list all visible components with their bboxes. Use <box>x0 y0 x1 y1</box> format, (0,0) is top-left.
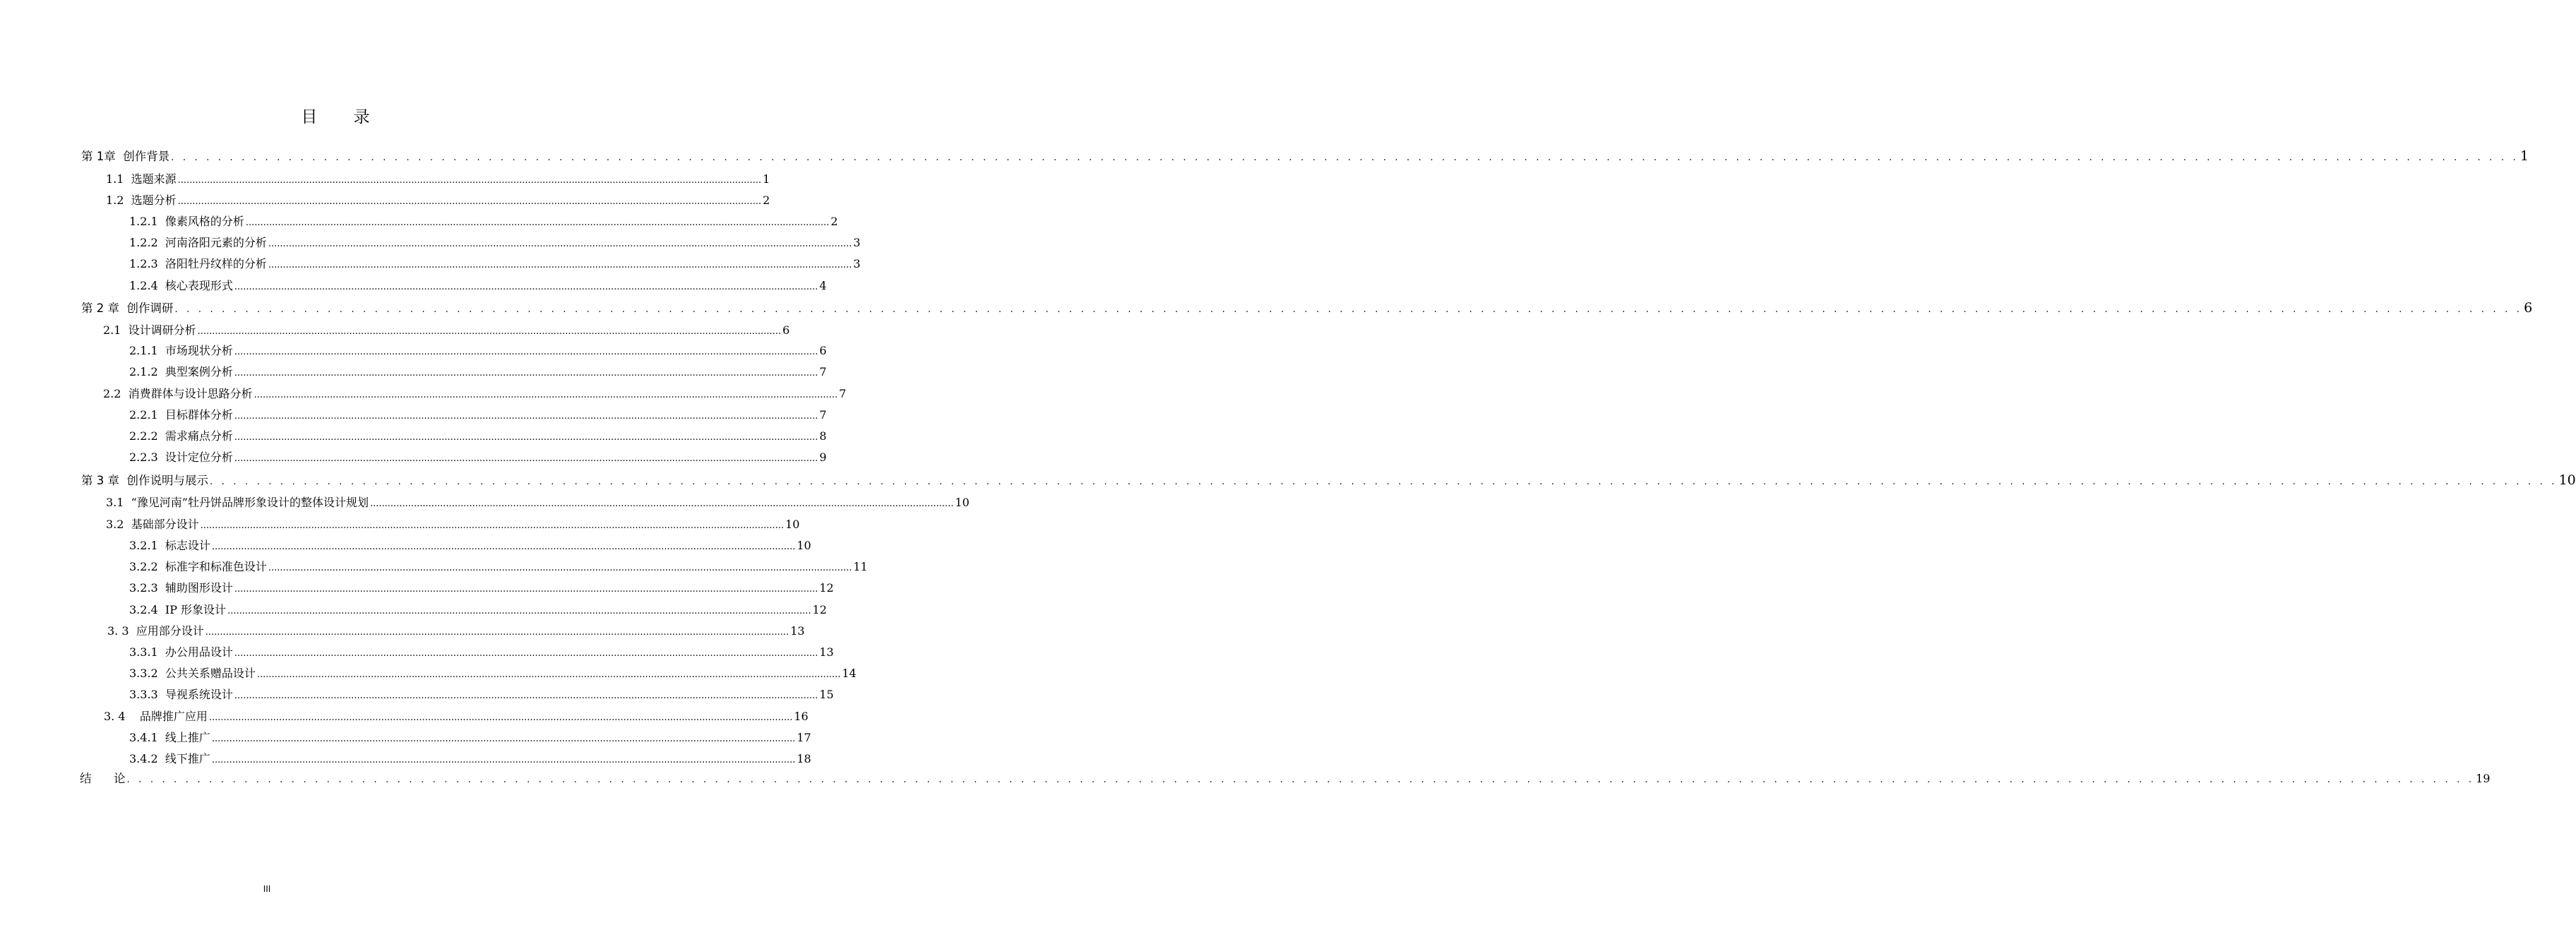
toc-entry[interactable] <box>107 622 805 638</box>
toc-entry-page-number: 12 <box>812 603 827 616</box>
toc-entry-page-number: 19 <box>2476 772 2491 785</box>
toc-entry-label: 3.2 基础部分设计 <box>106 518 199 531</box>
toc-dot-leader: ........................................................................................................................................................................................................ <box>205 627 789 638</box>
toc-entry[interactable] <box>106 170 770 186</box>
toc-entry-label: 3.3.1 办公用品设计 <box>129 645 233 659</box>
footer-page-number: III <box>263 884 271 894</box>
toc-dot-leader: ........................................................................................................................................................................................................ <box>227 606 811 616</box>
toc-entry-label: 3.4.1 线上推广 <box>129 731 210 744</box>
toc-entry-label: 3.4.2 线下推广 <box>129 752 210 765</box>
toc-entry[interactable] <box>129 579 834 595</box>
toc-entry[interactable] <box>129 234 861 250</box>
toc-dot-leader: ........................................................................................................................................................................................................ <box>254 390 838 400</box>
toc-entry[interactable] <box>129 406 827 422</box>
toc-dot-leader: ........................................................................................................................................................................................................ <box>211 734 796 744</box>
toc-entry-page-number: 2 <box>830 215 838 228</box>
toc-entry-page-number: 10 <box>2558 472 2576 488</box>
toc-entry-page-number: 3 <box>853 257 861 270</box>
toc-entry-page-number: 6 <box>819 344 827 357</box>
toc-entry[interactable] <box>106 191 770 208</box>
toc-entry[interactable] <box>129 255 861 271</box>
toc-entry-page-number: 18 <box>797 752 811 765</box>
toc-entry-page-number: 2 <box>763 193 770 207</box>
toc-entry-label: 3.2.2 标准字和标准色设计 <box>129 560 267 573</box>
toc-entry[interactable] <box>129 537 811 553</box>
toc-entry[interactable] <box>129 427 827 443</box>
toc-entry-page-number: 7 <box>819 365 827 378</box>
toc-entry[interactable] <box>129 558 868 574</box>
toc-entry-label: 2.1 设计调研分析 <box>103 323 196 337</box>
toc-entry-page-number: 15 <box>819 688 834 701</box>
toc-entry[interactable] <box>81 147 2529 164</box>
toc-dot-leader: ........................................................................................................................................................................................................ <box>234 584 818 595</box>
toc-entry[interactable] <box>81 471 2576 488</box>
toc-entry-page-number: 12 <box>819 581 834 595</box>
toc-dot-leader: ........................................................................................................................................................................................................ <box>208 712 793 723</box>
toc-entry-label: 1.2.4 核心表现形式 <box>129 279 233 292</box>
toc-entry[interactable] <box>129 342 827 358</box>
toc-dot-leader: ........................................................................................................................................................................................................ <box>234 347 818 357</box>
toc-entry-page-number: 7 <box>839 387 847 400</box>
toc-dot-leader: ........................................................................................................................................................................................................ <box>268 239 852 249</box>
toc-entry[interactable] <box>129 750 811 766</box>
toc-entry-label: 2.2.2 需求痛点分析 <box>129 429 233 443</box>
toc-entry[interactable] <box>129 686 834 702</box>
toc-entry[interactable] <box>129 729 811 745</box>
toc-entry[interactable] <box>129 643 834 659</box>
toc-entry-page-number: 7 <box>819 408 827 422</box>
toc-entry[interactable] <box>103 321 790 338</box>
toc-entry-page-number: 13 <box>790 624 805 638</box>
toc-entry-label: 3.2.1 标志设计 <box>129 539 210 552</box>
toc-dot-leader: ........................................................................................................................................................................................................ <box>177 196 762 207</box>
toc-entry-page-number: 10 <box>797 539 811 552</box>
toc-dot-leader: ........................................................................................................................................................................................................ <box>211 542 796 552</box>
toc-entry[interactable] <box>80 769 2491 786</box>
toc-entry-page-number: 4 <box>819 279 827 292</box>
toc-entry-page-number: 9 <box>819 450 827 464</box>
toc-entry-label: 结 论 <box>80 772 126 785</box>
toc-entry-label: 3. 4 品牌推广应用 <box>104 710 208 723</box>
toc-dot-leader: ........................................................................................................................................................................................................ <box>177 175 762 186</box>
toc-entry[interactable] <box>129 363 827 379</box>
toc-entry-label: 1.1 选题来源 <box>106 172 177 186</box>
toc-entry-label: 3.2.4 IP 形象设计 <box>129 603 227 616</box>
toc-entry-label: 3. 3 应用部分设计 <box>107 624 204 638</box>
toc-entry-label: 1.2 选题分析 <box>106 193 177 207</box>
toc-dot-leader: ........................................................................................................................................................................................................ <box>268 260 852 270</box>
toc-entry-label: 1.2.1 像素风格的分析 <box>129 215 244 228</box>
toc-entry-page-number: 10 <box>955 496 970 509</box>
toc-dot-leader: ........................................................................................................................................................................................................ <box>200 520 785 531</box>
toc-dot-leader: . . . . . . . . . . . . . . . . . . . . . . . . . . . . . . . . . . . . . . . . . . . . . . . . . . . . . . . . . . . . . . . . . . . . . . . . . . . . . . . . . . . . . . . . . . . . . . . . . . . . . . . . . . . . . . . . . . . . . . . . . . . . . . . . . . . . . . . . . . . . . . . . . . . . . . . . . . . . . . . . . . . . . . . . . . . . . . . . . . . . . . . . . . . . . . . . . . . . . . . . <box>174 304 2523 315</box>
page-title: 目 录 <box>301 108 386 126</box>
toc-entry-page-number: 1 <box>2520 148 2529 164</box>
toc-entry-page-number: 3 <box>853 236 861 249</box>
toc-entry-page-number: 8 <box>819 429 827 443</box>
toc-entry-page-number: 17 <box>797 731 811 744</box>
toc-entry[interactable] <box>81 299 2533 316</box>
toc-dot-leader: . . . . . . . . . . . . . . . . . . . . . . . . . . . . . . . . . . . . . . . . . . . . . . . . . . . . . . . . . . . . . . . . . . . . . . . . . . . . . . . . . . . . . . . . . . . . . . . . . . . . . . . . . . . . . . . . . . . . . . . . . . . . . . . . . . . . . . . . . . . . . . . . . . . . . . . . . . . . . . . . . . . . . . . . . . . . . . . . . . . . . . . . . . . . . . . . . . . . . . . . <box>126 775 2475 785</box>
toc-entry-page-number: 11 <box>853 560 868 573</box>
toc-entry[interactable] <box>129 213 838 229</box>
toc-entry[interactable] <box>129 277 827 293</box>
toc-entry-label: 第 3 章 创作说明与展示 <box>81 474 208 487</box>
toc-dot-leader: ........................................................................................................................................................................................................ <box>234 282 818 292</box>
toc-entry[interactable] <box>104 708 809 724</box>
toc-dot-leader: ........................................................................................................................................................................................................ <box>369 499 954 509</box>
toc-entry-page-number: 6 <box>782 323 790 337</box>
toc-dot-leader: ........................................................................................................................................................................................................ <box>197 326 782 337</box>
toc-dot-leader: ........................................................................................................................................................................................................ <box>234 648 818 659</box>
toc-entry-label: 3.3.2 公共关系赠品设计 <box>129 667 256 680</box>
toc-dot-leader: ........................................................................................................................................................................................................ <box>211 755 796 765</box>
toc-entry[interactable] <box>103 385 847 401</box>
toc-entry[interactable] <box>106 515 800 532</box>
toc-entry-label: 2.2 消费群体与设计思路分析 <box>103 387 253 400</box>
toc-entry-label: 1.2.3 洛阳牡丹纹样的分析 <box>129 257 267 270</box>
toc-dot-leader: ........................................................................................................................................................................................................ <box>245 217 830 228</box>
toc-entry-page-number: 10 <box>785 518 800 531</box>
toc-dot-leader: ........................................................................................................................................................................................................ <box>234 368 818 378</box>
toc-dot-leader: ........................................................................................................................................................................................................ <box>234 411 818 422</box>
toc-entry-page-number: 1 <box>763 172 770 186</box>
toc-dot-leader: ........................................................................................................................................................................................................ <box>234 691 818 701</box>
toc-entry-label: 第 2 章 创作调研 <box>81 302 174 315</box>
toc-entry-label: 1.2.2 河南洛阳元素的分析 <box>129 236 267 249</box>
toc-dot-leader: ........................................................................................................................................................................................................ <box>268 563 852 573</box>
toc-entry[interactable] <box>129 664 857 681</box>
toc-dot-leader: . . . . . . . . . . . . . . . . . . . . . . . . . . . . . . . . . . . . . . . . . . . . . . . . . . . . . . . . . . . . . . . . . . . . . . . . . . . . . . . . . . . . . . . . . . . . . . . . . . . . . . . . . . . . . . . . . . . . . . . . . . . . . . . . . . . . . . . . . . . . . . . . . . . . . . . . . . . . . . . . . . . . . . . . . . . . . . . . . . . . . . . . . . . . . . . . . . . . . . . . <box>171 153 2519 163</box>
toc-entry-label: 3.2.3 辅助图形设计 <box>129 581 233 595</box>
toc-entry-page-number: 6 <box>2524 300 2533 316</box>
toc-dot-leader: ........................................................................................................................................................................................................ <box>234 432 818 443</box>
toc-entry[interactable] <box>129 601 827 617</box>
toc-entry[interactable] <box>106 494 970 510</box>
toc-entry-label: 2.2.1 目标群体分析 <box>129 408 233 422</box>
toc-entry-label: 3.3.3 导视系统设计 <box>129 688 233 701</box>
toc-entry-label: 2.2.3 设计定位分析 <box>129 450 233 464</box>
toc-entry[interactable] <box>129 448 827 465</box>
toc-entry-page-number: 14 <box>842 667 857 680</box>
toc-dot-leader: ........................................................................................................................................................................................................ <box>256 669 841 680</box>
toc-entry-page-number: 13 <box>819 645 834 659</box>
toc-entry-label: 2.1.1 市场现状分析 <box>129 344 233 357</box>
toc-entry-page-number: 16 <box>794 710 809 723</box>
toc-dot-leader: ........................................................................................................................................................................................................ <box>234 453 818 464</box>
toc-entry-label: 第 1章 创作背景 <box>81 150 170 163</box>
toc-entry-label: 3.1 “豫见河南”牡丹饼品牌形象设计的整体设计规划 <box>106 496 369 509</box>
toc-dot-leader: . . . . . . . . . . . . . . . . . . . . . . . . . . . . . . . . . . . . . . . . . . . . . . . . . . . . . . . . . . . . . . . . . . . . . . . . . . . . . . . . . . . . . . . . . . . . . . . . . . . . . . . . . . . . . . . . . . . . . . . . . . . . . . . . . . . . . . . . . . . . . . . . . . . . . . . . . . . . . . . . . . . . . . . . . . . . . . . . . . . . . . . . . . . . . . . . . . . . . . . . <box>209 477 2558 487</box>
toc-entry-label: 2.1.2 典型案例分析 <box>129 365 233 378</box>
